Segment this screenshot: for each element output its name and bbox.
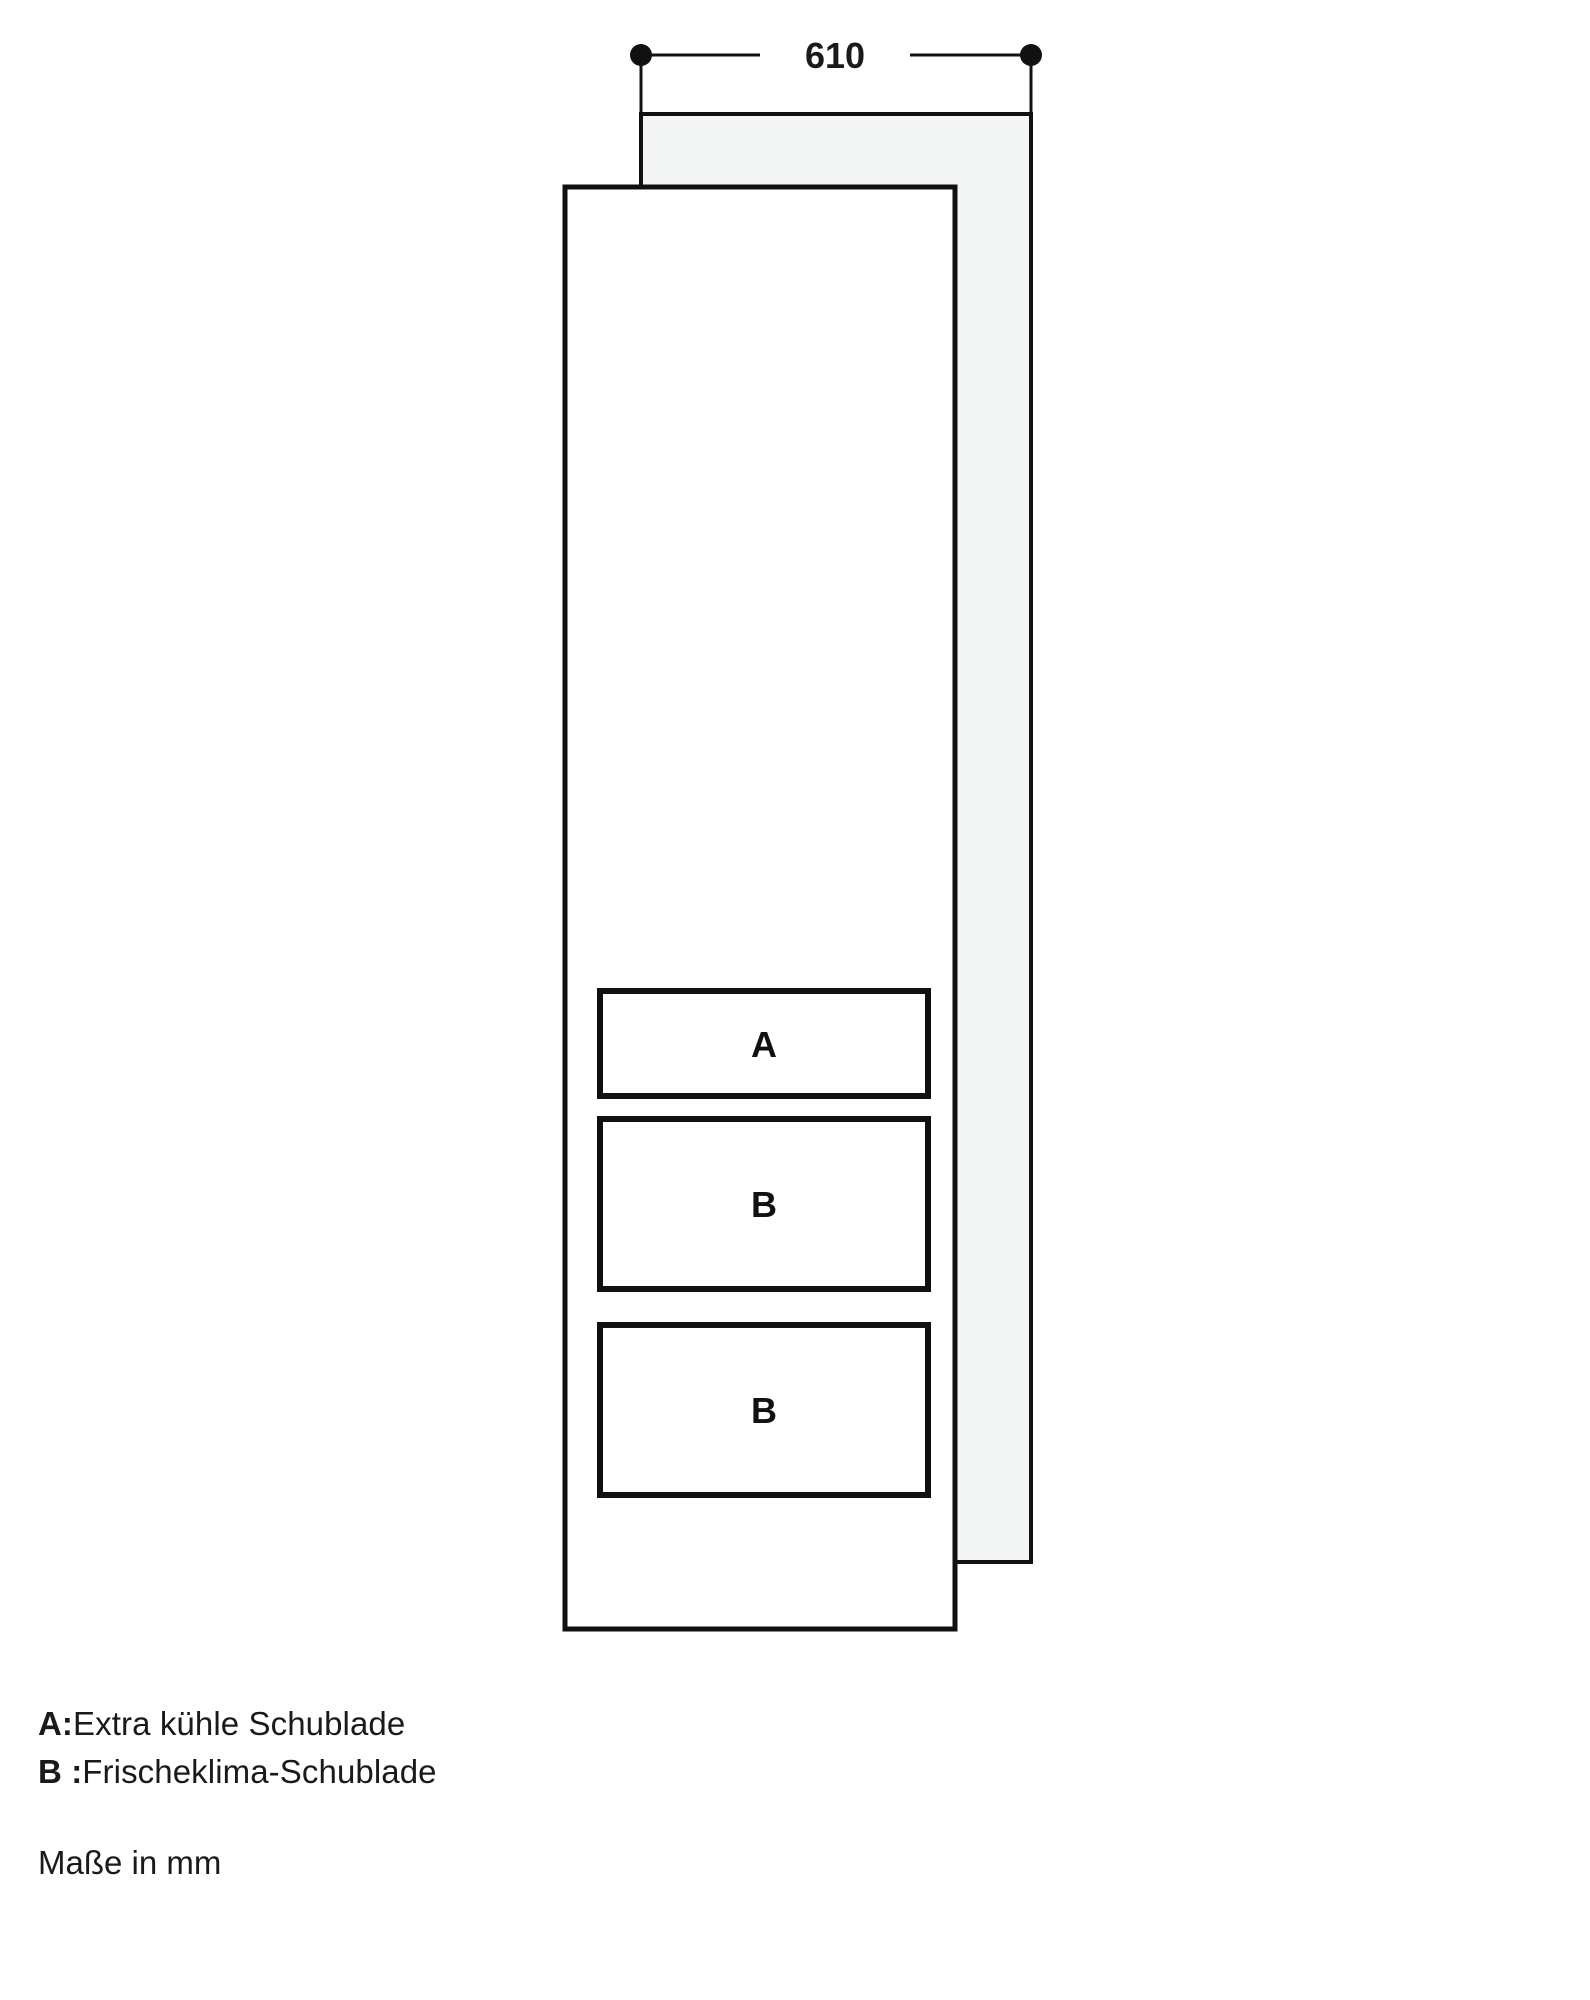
drawer-b-middle: [600, 1119, 928, 1289]
drawer-b-bottom: [600, 1325, 928, 1495]
legend-item-a: [38, 1700, 1138, 1748]
units-note: Maße in mm: [38, 1844, 222, 1881]
legend-description-a: Extra kühle Schublade: [73, 1705, 406, 1742]
legend-key-a: A:: [38, 1705, 74, 1742]
legend-description-b: Frischeklima-Schublade: [82, 1753, 437, 1790]
dimension-610-group: [630, 28, 1042, 125]
drawer-b-middle-label: B: [751, 1184, 777, 1225]
legend-key-b: B :: [38, 1753, 83, 1790]
drawer-b-bottom-label: B: [751, 1390, 777, 1431]
drawer-a-top: [600, 991, 928, 1096]
dimension-value-610: 610: [804, 35, 866, 76]
legend: [38, 1700, 1138, 1796]
drawer-a-label: A: [751, 1024, 777, 1065]
legend-item-b: [38, 1748, 1138, 1796]
